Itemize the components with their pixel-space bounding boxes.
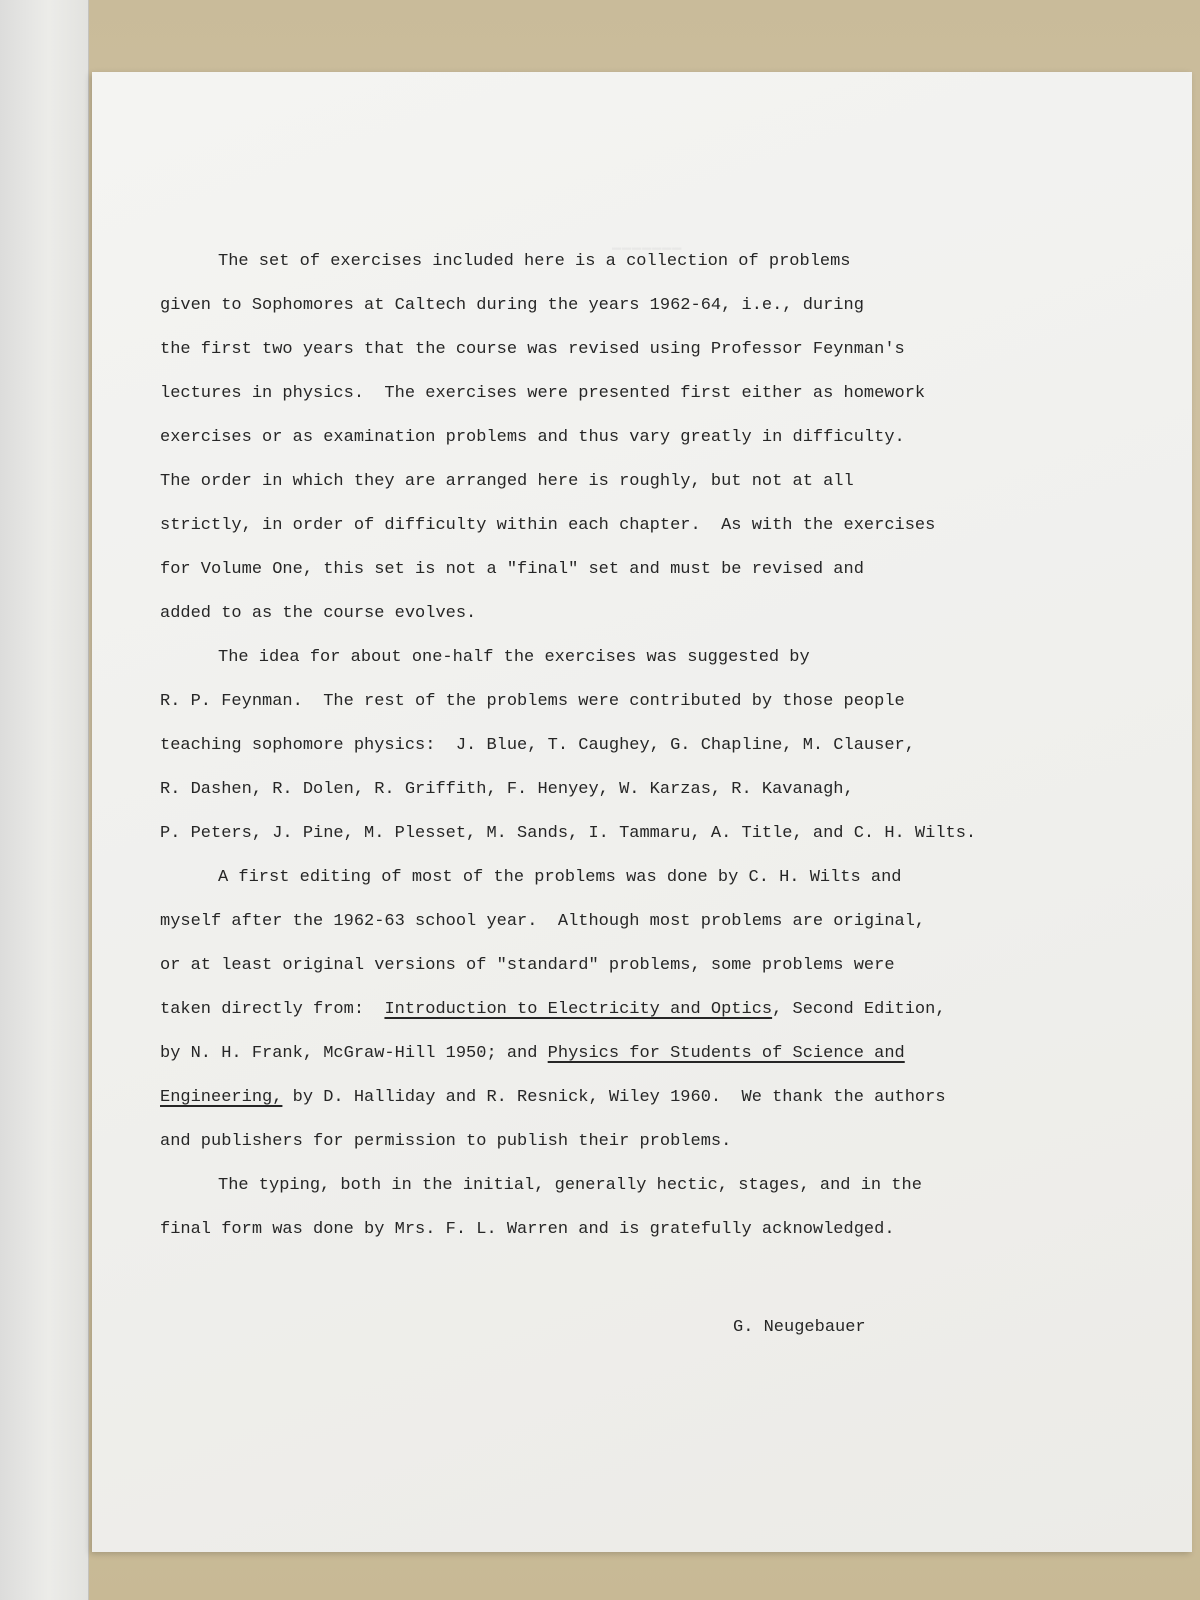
text-segment: , Second Edition, xyxy=(772,1000,946,1019)
text-line: final form was done by Mrs. F. L. Warren and is gratefully acknowledged. xyxy=(160,1220,895,1239)
text-line: teaching sophomore physics: J. Blue, T. Caughey, G. Chapline, M. Clauser, xyxy=(160,736,915,755)
text-line: R. Dashen, R. Dolen, R. Griffith, F. Henyey, W. Karzas, R. Kavanagh, xyxy=(160,780,854,799)
book-title-underlined: Engineering, xyxy=(160,1088,283,1107)
paragraph-3 xyxy=(160,856,1060,1164)
text-line: lectures in physics. The exercises were presented first either as homework xyxy=(160,384,926,403)
text-segment: by N. H. Frank, McGraw-Hill 1950; and xyxy=(160,1044,548,1063)
text-line: R. P. Feynman. The rest of the problems were contributed by those people xyxy=(160,692,905,711)
text-line: P. Peters, J. Pine, M. Plesset, M. Sands, I. Tammaru, A. Title, and C. H. Wilts. xyxy=(160,824,977,843)
text-line: added to as the course evolves. xyxy=(160,604,477,623)
text-line: A first editing of most of the problems was done by C. H. Wilts and xyxy=(218,868,902,887)
text-line: for Volume One, this set is not a "final" set and must be revised and xyxy=(160,560,864,579)
text-line: myself after the 1962-63 school year. Although most problems are original, xyxy=(160,912,926,931)
text-segment: taken directly from: xyxy=(160,1000,385,1019)
bleed-through-decoration: ▁▁▁▁▁▁▁ xyxy=(612,234,683,251)
text-line: The order in which they are arranged here is roughly, but not at all xyxy=(160,472,854,491)
book-title-underlined: Introduction to Electricity and Optics xyxy=(384,1000,773,1019)
book-title-underlined: Physics for Students of Science and xyxy=(547,1044,905,1063)
text-line: strictly, in order of difficulty within each chapter. As with the exercises xyxy=(160,516,936,535)
text-line: exercises or as examination problems and thus vary greatly in difficulty. xyxy=(160,428,905,447)
previous-page-edge xyxy=(0,0,89,1600)
paragraph-2 xyxy=(160,636,1060,856)
text-line: The idea for about one-half the exercises was suggested by xyxy=(218,648,810,667)
text-line xyxy=(160,1076,1060,1120)
text-line: The set of exercises included here is a collection of problems xyxy=(218,252,851,271)
text-line: The typing, both in the initial, generally hectic, stages, and in the xyxy=(218,1176,922,1195)
text-line xyxy=(160,1032,1060,1076)
text-segment: by D. Halliday and R. Resnick, Wiley 1960. We thank the authors xyxy=(282,1088,946,1107)
text-line: and publishers for permission to publish their problems. xyxy=(160,1132,732,1151)
paragraph-1 xyxy=(160,240,1060,636)
paragraph-4 xyxy=(160,1164,1060,1252)
preface-text xyxy=(160,240,1060,1252)
text-line: the first two years that the course was revised using Professor Feynman's xyxy=(160,340,905,359)
text-line: given to Sophomores at Caltech during the years 1962-64, i.e., during xyxy=(160,296,864,315)
author-signature: G. Neugebauer xyxy=(733,1318,866,1337)
text-line: or at least original versions of "standard" problems, some problems were xyxy=(160,956,895,975)
text-line xyxy=(160,988,1060,1032)
